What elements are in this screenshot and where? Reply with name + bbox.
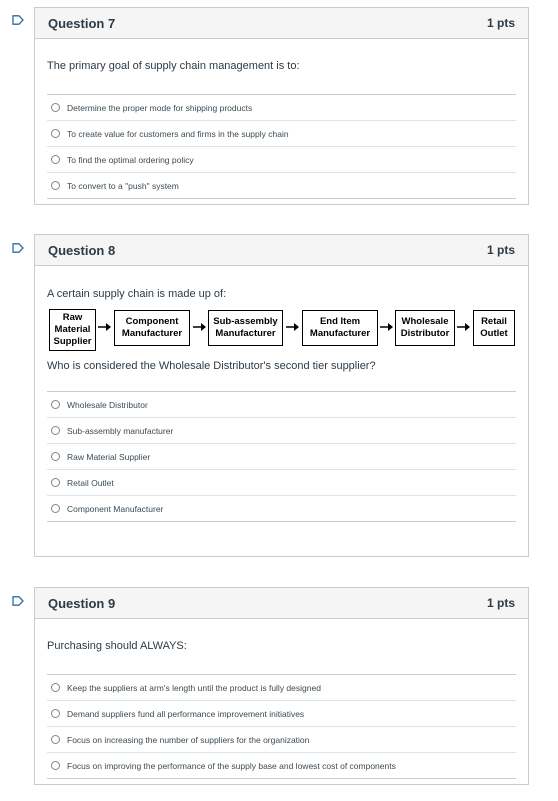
question-header	[35, 588, 528, 619]
answer-label: To create value for customers and firms in the supply chain	[67, 128, 289, 139]
answer-label: Component Manufacturer	[67, 503, 164, 514]
answer-list	[47, 94, 516, 199]
question-text: Purchasing should ALWAYS:	[47, 640, 187, 652]
answer-label: To find the optimal ordering policy	[67, 154, 194, 165]
answer-option[interactable]	[47, 418, 516, 444]
flag-question-icon[interactable]	[12, 15, 24, 25]
answer-option[interactable]	[47, 496, 516, 522]
arrow-right-icon	[193, 321, 207, 333]
answer-label: Focus on increasing the number of suppliers for the organization	[67, 734, 310, 745]
diagram-box-retail-outlet: Retail Outlet	[473, 310, 515, 346]
supply-chain-diagram	[47, 310, 516, 364]
radio-button[interactable]	[51, 452, 60, 461]
diagram-box-sub-assembly-manufacturer: Sub-assembly Manufacturer	[208, 310, 283, 346]
flag-question-icon[interactable]	[12, 596, 24, 606]
answer-option[interactable]	[47, 121, 516, 147]
diagram-box-wholesale-distributor: Wholesale Distributor	[395, 310, 455, 346]
answer-label: Retail Outlet	[67, 477, 114, 488]
question-9-card	[34, 587, 529, 785]
question-title: Question 8	[48, 242, 116, 258]
question-header	[35, 235, 528, 266]
radio-button[interactable]	[51, 761, 60, 770]
radio-button[interactable]	[51, 504, 60, 513]
answer-list	[47, 391, 516, 522]
question-text: The primary goal of supply chain management is to:	[47, 60, 300, 72]
answer-label: To convert to a "push" system	[67, 180, 179, 191]
radio-button[interactable]	[51, 129, 60, 138]
answer-option[interactable]	[47, 753, 516, 779]
answer-label: Sub-assembly manufacturer	[67, 425, 174, 436]
radio-button[interactable]	[51, 181, 60, 190]
answer-option[interactable]	[47, 675, 516, 701]
flag-question-icon[interactable]	[12, 243, 24, 253]
answer-option[interactable]	[47, 701, 516, 727]
radio-button[interactable]	[51, 735, 60, 744]
answer-label: Focus on improving the performance of the supply base and lowest cost of components	[67, 760, 396, 771]
answer-label: Keep the suppliers at arm's length until the product is fully designed	[67, 682, 321, 693]
radio-button[interactable]	[51, 426, 60, 435]
radio-button[interactable]	[51, 478, 60, 487]
arrow-right-icon	[380, 321, 394, 333]
radio-button[interactable]	[51, 155, 60, 164]
question-title: Question 9	[48, 595, 116, 611]
answer-option[interactable]	[47, 444, 516, 470]
arrow-right-icon	[98, 321, 112, 333]
answer-option[interactable]	[47, 95, 516, 121]
radio-button[interactable]	[51, 103, 60, 112]
question-subtext: Who is considered the Wholesale Distributor's second tier supplier?	[47, 360, 376, 372]
answer-option[interactable]	[47, 392, 516, 418]
question-7-card	[34, 7, 529, 205]
diagram-box-raw-material-supplier: Raw Material Supplier	[49, 309, 96, 351]
arrow-right-icon	[457, 321, 471, 333]
answer-option[interactable]	[47, 727, 516, 753]
question-header	[35, 8, 528, 39]
answer-list	[47, 674, 516, 779]
question-points: 1 pts	[486, 243, 515, 257]
answer-option[interactable]	[47, 147, 516, 173]
radio-button[interactable]	[51, 400, 60, 409]
diagram-box-end-item-manufacturer: End Item Manufacturer	[302, 310, 378, 346]
answer-option[interactable]	[47, 173, 516, 199]
question-points: 1 pts	[486, 16, 515, 30]
radio-button[interactable]	[51, 709, 60, 718]
answer-option[interactable]	[47, 470, 516, 496]
question-text: A certain supply chain is made up of:	[47, 288, 227, 300]
arrow-right-icon	[286, 321, 300, 333]
answer-label: Determine the proper mode for shipping products	[67, 102, 253, 113]
answer-label: Demand suppliers fund all performance improvement initiatives	[67, 708, 305, 719]
question-title: Question 7	[48, 15, 116, 31]
diagram-box-component-manufacturer: Component Manufacturer	[114, 310, 190, 346]
answer-label: Raw Material Supplier	[67, 451, 151, 462]
question-points: 1 pts	[486, 596, 515, 610]
radio-button[interactable]	[51, 683, 60, 692]
answer-label: Wholesale Distributor	[67, 399, 148, 410]
question-8-card	[34, 234, 529, 557]
